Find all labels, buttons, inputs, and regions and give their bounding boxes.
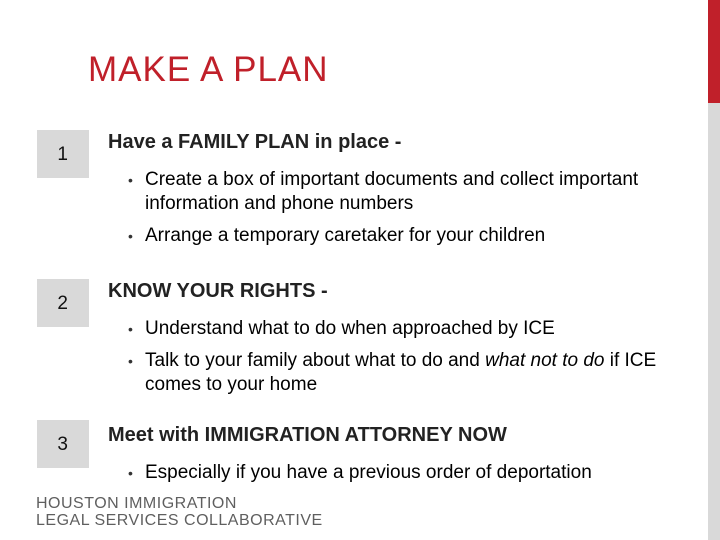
bullet-text-after: if ICE comes to your home bbox=[145, 350, 657, 395]
bullet-dot-icon: • bbox=[128, 321, 133, 337]
step-number-3: 3 bbox=[57, 434, 68, 455]
bullet-text: Create a box of important documents and collect important information and phone numbers bbox=[145, 169, 639, 214]
step-heading-3: Meet with IMMIGRATION ATTORNEY NOW bbox=[108, 424, 507, 446]
bullet-dot-icon: • bbox=[128, 228, 133, 244]
accent-bar bbox=[708, 0, 720, 103]
bullet-text: Understand what to do when approached by ICE bbox=[145, 318, 555, 339]
bullet-item bbox=[128, 317, 688, 341]
step-bullets-3 bbox=[128, 461, 688, 493]
logo-line-2: LEGAL SERVICES COLLABORATIVE bbox=[36, 512, 323, 529]
bullet-item bbox=[128, 168, 688, 216]
step-bullets-1 bbox=[128, 168, 688, 256]
bullet-dot-icon: • bbox=[128, 172, 133, 188]
organization-logo bbox=[36, 495, 323, 529]
bullet-text-emphasis: what not to do bbox=[485, 350, 605, 371]
step-number-1: 1 bbox=[57, 144, 68, 165]
bullet-text-before: Talk to your family about what to do and bbox=[145, 350, 486, 371]
step-number-box-1 bbox=[37, 130, 89, 178]
step-bullets-2 bbox=[128, 317, 688, 405]
bullet-item bbox=[128, 224, 688, 248]
step-number-2: 2 bbox=[57, 293, 68, 314]
bullet-dot-icon: • bbox=[128, 353, 133, 369]
slide-title: MAKE A PLAN bbox=[88, 50, 329, 89]
bullet-item bbox=[128, 349, 688, 397]
step-number-box-2 bbox=[37, 279, 89, 327]
bullet-text: Arrange a temporary caretaker for your children bbox=[145, 225, 546, 246]
side-bar bbox=[708, 103, 720, 540]
step-heading-2: KNOW YOUR RIGHTS - bbox=[108, 280, 328, 302]
step-number-box-3 bbox=[37, 420, 89, 468]
step-heading-1: Have a FAMILY PLAN in place - bbox=[108, 131, 402, 153]
logo-line-1: HOUSTON IMMIGRATION bbox=[36, 495, 237, 512]
bullet-dot-icon: • bbox=[128, 465, 133, 481]
bullet-item bbox=[128, 461, 688, 485]
bullet-text: Especially if you have a previous order of deportation bbox=[145, 462, 592, 483]
